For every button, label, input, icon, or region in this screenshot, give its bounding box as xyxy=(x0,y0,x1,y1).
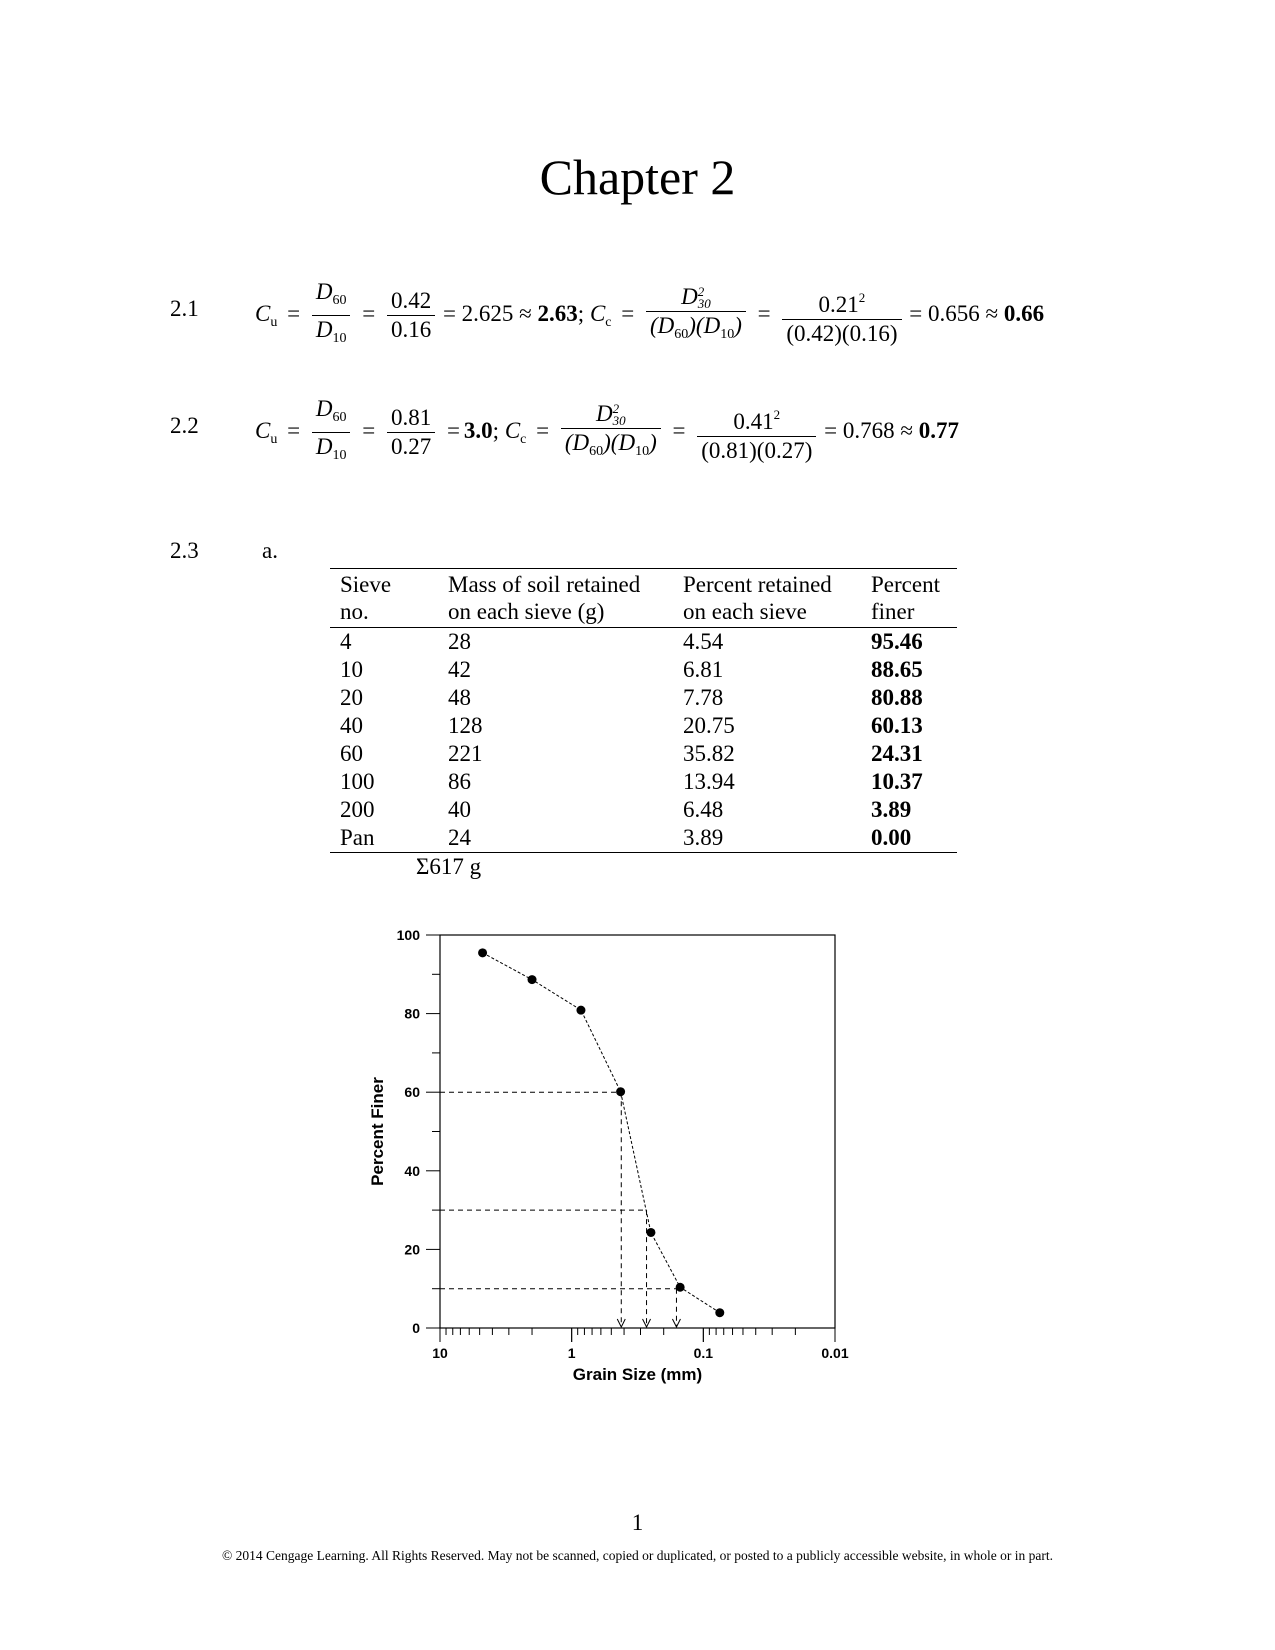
part-a-label: a. xyxy=(262,538,278,563)
percent-finer-cell: 80.88 xyxy=(871,685,923,710)
data-point xyxy=(576,1006,585,1015)
data-point xyxy=(616,1087,625,1096)
mass-retained-cell: 48 xyxy=(448,685,471,710)
percent-retained-cell: 3.89 xyxy=(683,825,724,850)
problem-number-2-2: 2.2 xyxy=(170,413,199,438)
percent-finer-cell: 24.31 xyxy=(871,741,923,766)
mass-retained-cell: 28 xyxy=(448,629,471,654)
grain-size-chart xyxy=(368,927,890,1430)
mass-retained-cell: 24 xyxy=(448,825,471,850)
copyright-notice: © 2014 Cengage Learning. All Rights Reserved. May not be scanned, copied or duplicated, or posted to a publicly accessible website, in whole or in part. xyxy=(222,1548,1053,1563)
percent-finer-cell: 3.89 xyxy=(871,797,912,822)
data-point xyxy=(715,1308,724,1317)
table-row xyxy=(330,740,957,768)
sieve-no-cell: 100 xyxy=(340,769,375,794)
percent-finer-cell: 0.00 xyxy=(871,825,912,850)
percent-retained-cell: 20.75 xyxy=(683,713,735,738)
cc-symbolic-fraction: D 2 30 $(D_{60})(D_{10})$ xyxy=(646,283,746,349)
table-row xyxy=(330,684,957,712)
cu-fraction-2-2: $\frac{0.81}{0.27}$ xyxy=(387,404,435,461)
data-point xyxy=(528,975,537,984)
y-axis-label: Percent Finer xyxy=(368,1077,387,1186)
mass-retained-cell: 221 xyxy=(448,741,483,766)
sieve-no-cell: 60 xyxy=(340,741,363,766)
sieve-no-cell: 200 xyxy=(340,797,375,822)
y-tick-label: 20 xyxy=(404,1241,420,1258)
plot-frame xyxy=(440,935,835,1328)
equation-2-2: $C_u$ = $\frac{D_{60}}{D_{10}}$ = $\frac{0.81}{0.27}$ = 3.0; $C_c$ = D 2 30 $(D_{60})(D_{10})$ = $\frac{0.41^2}{(0.81)(0.27)}$ = 0.768 ≈ 0.77 xyxy=(255,396,959,463)
table-row xyxy=(330,796,957,824)
sieve-analysis-table xyxy=(330,568,957,853)
cc-fraction: $\frac{0.21^2}{(0.42)(0.16)}$ xyxy=(782,284,901,348)
chapter-title: Chapter 2 xyxy=(539,149,736,205)
cc-answer-2-2: 0.77 xyxy=(918,417,959,443)
y-tick-label: 60 xyxy=(404,1084,420,1101)
x-tick-label: 0.1 xyxy=(693,1345,714,1361)
mass-retained-cell: 40 xyxy=(448,797,471,822)
sieve-no-cell: Pan xyxy=(340,825,375,850)
table-header-row: Sieve no. Mass of soil retained on each sieve (g) Percent retained on each sieve Percent finer xyxy=(330,569,957,628)
percent-finer-cell: 60.13 xyxy=(871,713,923,738)
cu-answer: 2.63 xyxy=(537,300,578,326)
mass-retained-cell: 42 xyxy=(448,657,471,682)
percent-retained-cell: 4.54 xyxy=(683,629,724,654)
y-tick-label: 0 xyxy=(412,1320,420,1336)
cu-answer-2-2: 3.0 xyxy=(463,417,493,443)
y-tick-label: 80 xyxy=(404,1005,420,1022)
table-row xyxy=(330,656,957,684)
x-axis-label: Grain Size (mm) xyxy=(572,1365,703,1384)
problem-number-2-3: 2.3 xyxy=(170,538,199,563)
table-row xyxy=(330,824,957,853)
x-tick-label: 1 xyxy=(567,1345,576,1361)
percent-retained-cell: 6.48 xyxy=(683,797,724,822)
cu-symbol: $C_u$ xyxy=(255,300,278,330)
percent-finer-cell: 95.46 xyxy=(871,629,923,654)
percent-finer-cell: 10.37 xyxy=(871,769,923,794)
sieve-no-cell: 20 xyxy=(340,685,363,710)
data-point xyxy=(478,948,487,957)
cc-answer: 0.66 xyxy=(1003,300,1045,326)
d60-over-d10: $\frac{D_{60}}{D_{10}}$ xyxy=(312,278,351,353)
problem-number-2-1: 2.1 xyxy=(170,296,199,321)
mass-sum: Σ617 g xyxy=(416,854,482,879)
mass-retained-cell: 86 xyxy=(448,769,471,794)
data-point xyxy=(676,1283,685,1292)
page-number: 1 xyxy=(631,1510,644,1535)
table-row xyxy=(330,628,957,657)
table-row xyxy=(330,712,957,740)
sieve-no-cell: 40 xyxy=(340,713,363,738)
x-tick-label: 0.01 xyxy=(821,1345,849,1361)
percent-finer-cell: 88.65 xyxy=(871,657,923,682)
sieve-no-cell: 10 xyxy=(340,657,363,682)
percent-retained-cell: 35.82 xyxy=(683,741,735,766)
data-point xyxy=(646,1228,655,1237)
percent-retained-cell: 6.81 xyxy=(683,657,724,682)
equation-2-1: $C_u$ = $\frac{D_{60}}{D_{10}}$ = $\frac{0.42}{0.16}$ = 2.625 ≈ 2.63; $C_c$ = D 2 30 $(D_{60})(D_{10})$ = $\frac{0.21^2}{(0.42)(0.16)}$ = 0.656 ≈ 0.66 xyxy=(255,278,1044,353)
cu-fraction: $\frac{0.42}{0.16}$ xyxy=(387,287,435,344)
x-tick-label: 10 xyxy=(432,1345,448,1361)
percent-retained-cell: 13.94 xyxy=(683,769,735,794)
y-tick-label: 40 xyxy=(404,1162,420,1179)
gradation-curve xyxy=(483,953,720,1313)
percent-retained-cell: 7.78 xyxy=(683,685,724,710)
cc-fraction-2-2: $\frac{0.41^2}{(0.81)(0.27)}$ xyxy=(697,401,816,465)
mass-retained-cell: 128 xyxy=(448,713,483,738)
table-row xyxy=(330,768,957,796)
y-tick-label: 100 xyxy=(396,927,420,943)
sieve-no-cell: 4 xyxy=(340,629,352,654)
